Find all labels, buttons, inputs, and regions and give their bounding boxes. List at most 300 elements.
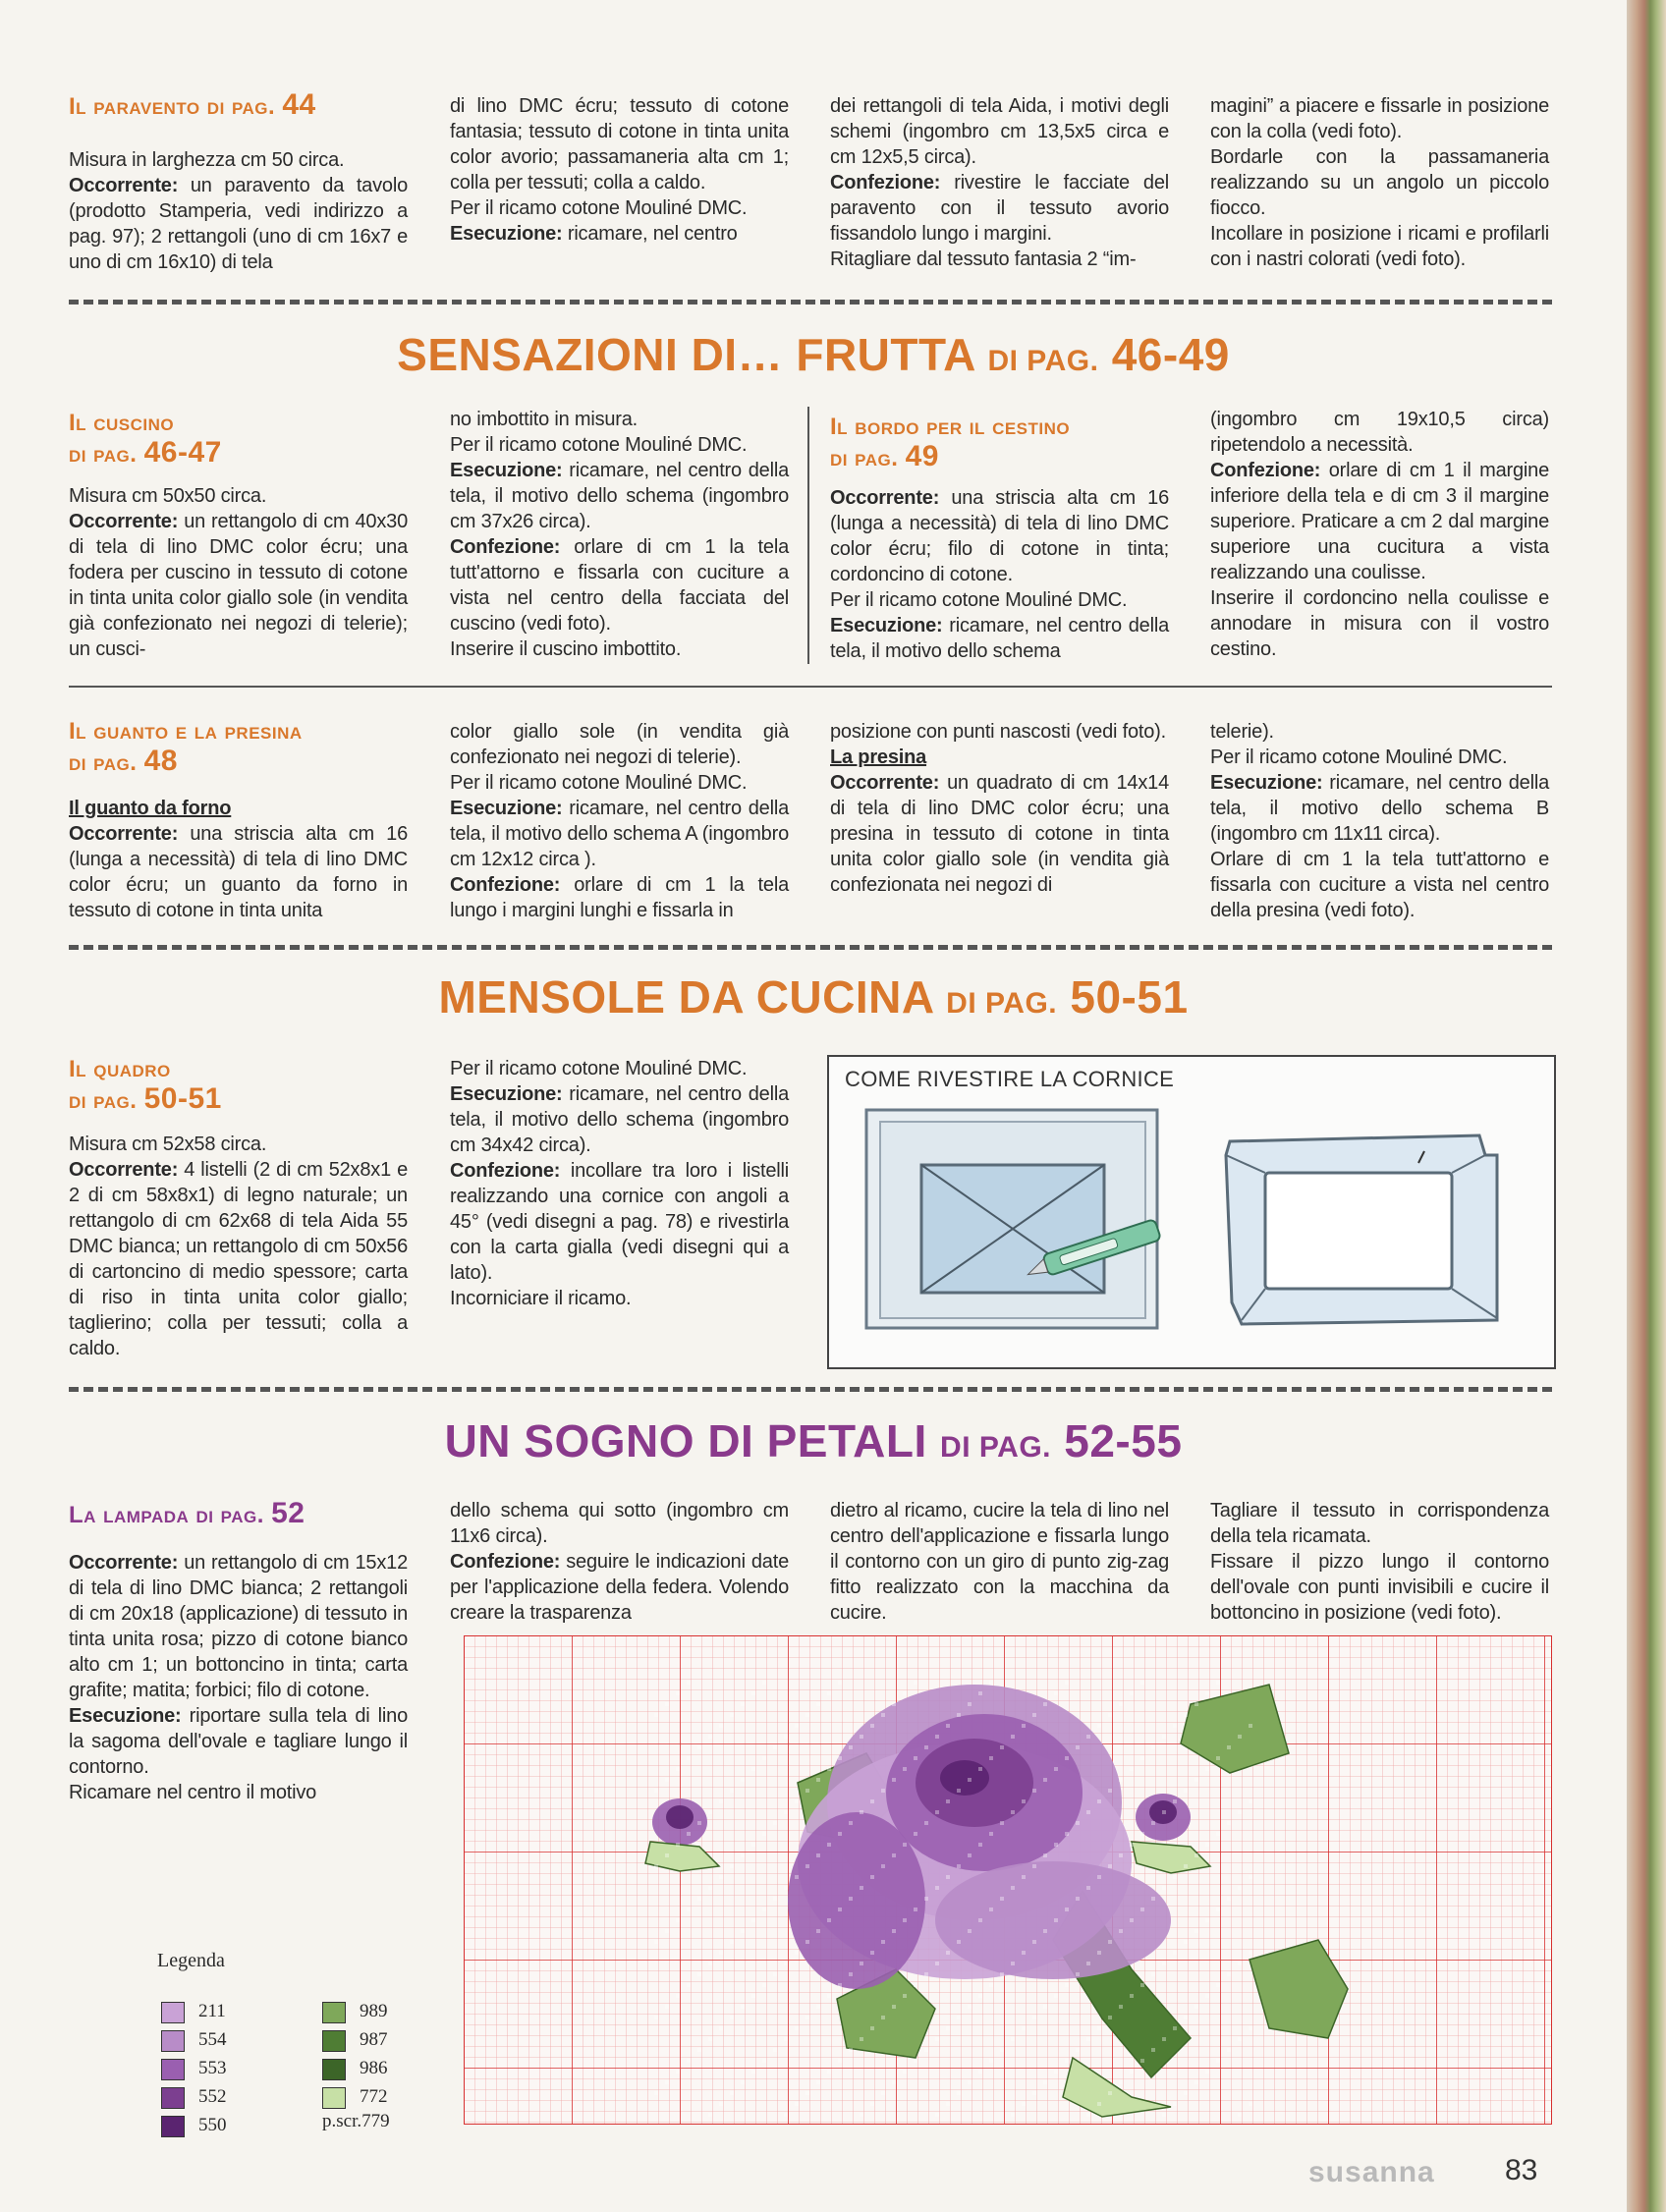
stitch-mark	[1076, 1821, 1080, 1825]
stitch-mark	[946, 1799, 950, 1803]
text-paragraph: 4 listelli (2 di cm 52x8x1 e 2 di cm 58x8x1) di legno naturale; un rettangolo di cm 62x68 di tela Aida 55 DMC bianca; un rettangolo di cm 50x56 di cartoncino di medio spessore; carta di riso in tinta unita color giallo; taglierino; colla per tessuti; colla a caldo.	[69, 1159, 408, 1359]
stitch-mark	[1000, 1897, 1004, 1901]
section-title-pages: 46-49	[1111, 329, 1230, 380]
stitch-mark	[805, 1940, 809, 1944]
legend-item	[322, 2058, 388, 2081]
stitch-mark	[751, 1691, 755, 1695]
stitch-mark	[1162, 2037, 1166, 2041]
stitch-mark	[676, 2070, 680, 2074]
stitch-mark	[676, 1767, 680, 1771]
stitch-mark	[1140, 1756, 1144, 1760]
stitch-mark	[805, 2016, 809, 2019]
stitch-mark	[1097, 2102, 1101, 2106]
label-esecuzione: Esecuzione:	[450, 798, 563, 819]
label-confezione: Confezione:	[450, 1551, 561, 1573]
stitch-mark	[935, 1735, 939, 1739]
stitch-mark	[805, 1864, 809, 1868]
legend-code: 986	[360, 2058, 388, 2078]
diagram-title: COME RIVESTIRE LA CORNICE	[845, 1067, 1175, 1091]
stitch-mark	[687, 1756, 691, 1760]
stitch-mark	[1119, 1778, 1123, 1782]
label-esecuzione: Esecuzione:	[1210, 772, 1323, 794]
text-paragraph: Per il ricamo cotone Mouliné DMC.	[450, 772, 748, 794]
stitch-mark	[1022, 1875, 1026, 1879]
section-title-small: DI PAG.	[946, 987, 1058, 1020]
stitch-mark	[1184, 2091, 1188, 2095]
legend-code: 987	[360, 2029, 388, 2050]
stitch-mark	[1227, 1972, 1231, 1976]
text-paragraph: ricamare, nel centro della tela, il motivo dello schema (ingombro cm 37x26 circa).	[450, 460, 789, 532]
stitch-mark	[1000, 1745, 1004, 1749]
stitch-mark	[1032, 1940, 1036, 1944]
stitch-mark	[1194, 2080, 1198, 2084]
stitch-mark	[1032, 1864, 1036, 1868]
stitch-mark	[697, 1745, 701, 1749]
stitch-mark	[805, 2091, 809, 2095]
paravento-title	[69, 90, 316, 122]
stitch-mark	[751, 1767, 755, 1771]
stitch-mark	[1184, 1789, 1188, 1793]
section-title-pages: 52-55	[1064, 1415, 1183, 1466]
stitch-mark	[708, 1962, 712, 1965]
stitch-mark	[730, 1940, 734, 1944]
text-paragraph: (ingombro cm 19x10,5 circa) ripetendolo a necessità.	[1210, 409, 1549, 456]
presina-subheading: La presina	[830, 747, 927, 768]
legend-swatch	[161, 2087, 185, 2109]
text-paragraph: Misura cm 52x58 circa.	[69, 1134, 267, 1155]
petali-section-title	[0, 1414, 1627, 1467]
stitch-mark	[989, 1756, 993, 1760]
stitch-mark	[795, 2102, 799, 2106]
stitch-mark	[924, 1972, 928, 1976]
stitch-mark	[924, 2048, 928, 2052]
stitch-mark	[1194, 1929, 1198, 1933]
lampada-col4	[1210, 1498, 1549, 1626]
stitch-mark	[1162, 1810, 1166, 1814]
stitch-mark	[1097, 1799, 1101, 1803]
stitch-mark	[687, 1832, 691, 1836]
covered-frame-opening	[1265, 1173, 1452, 1289]
cuscino-title-line1: Il cuscino	[69, 410, 175, 436]
legend-item	[322, 2029, 388, 2053]
text-paragraph: telerie).	[1210, 721, 1274, 743]
lampada-title-lead: La lampada di pag.	[69, 1502, 264, 1528]
section-divider	[69, 1387, 1552, 1392]
stitch-mark	[1065, 1983, 1069, 1987]
legend-extra-code: p.scr.779	[322, 2111, 390, 2131]
stitch-mark	[1011, 2113, 1015, 2117]
stitch-mark	[892, 2005, 896, 2009]
stitch-mark	[903, 2070, 907, 2074]
text-paragraph: ricamare, nel centro della tela, il motivo dello schema B (ingombro cm 11x11 circa).	[1210, 772, 1549, 845]
stitch-mark	[1162, 1886, 1166, 1890]
text-paragraph: ricamare, nel centro della tela, il motivo dello schema	[830, 615, 1169, 662]
paravento-title-lead: Il paravento di pag.	[69, 93, 276, 120]
stitch-mark	[773, 2048, 777, 2052]
stitch-mark	[957, 1864, 961, 1868]
stitch-mark	[957, 2016, 961, 2019]
stitch-mark	[1054, 1994, 1058, 1998]
stitch-mark	[1011, 1810, 1015, 1814]
stitch-mark	[1216, 1983, 1220, 1987]
stitch-mark	[1119, 2080, 1123, 2084]
text-paragraph: ricamare, nel centro della tela, il motivo dello schema A (ingombro cm 12x12 circa ).	[450, 798, 789, 870]
lampada-col3	[830, 1498, 1169, 1626]
stitch-mark	[816, 1778, 820, 1782]
stitch-mark	[838, 1983, 842, 1987]
stitch-mark	[989, 1983, 993, 1987]
stitch-mark	[827, 1691, 831, 1695]
stitch-mark	[773, 1972, 777, 1976]
stitch-mark	[1151, 1821, 1155, 1825]
magazine-brand: susanna	[1308, 2156, 1435, 2188]
legend-swatch	[161, 2116, 185, 2137]
stitch-mark	[719, 1799, 723, 1803]
text-paragraph: Per il ricamo cotone Mouliné DMC.	[830, 589, 1128, 611]
stitch-mark	[816, 2080, 820, 2084]
stitch-mark	[741, 1853, 745, 1857]
bordo-title-line1: Il bordo per il cestino	[830, 414, 1071, 440]
stitch-mark	[708, 2113, 712, 2117]
stitch-mark	[784, 1962, 788, 1965]
stitch-mark	[978, 1691, 982, 1695]
stitch-mark	[1205, 1843, 1209, 1847]
label-confezione: Confezione:	[450, 874, 561, 896]
stitch-mark	[741, 1702, 745, 1706]
text-paragraph: incollare tra loro i listelli realizzando una cornice con angoli a 45° (vedi disegni a pag. 78) e rivestirla con la carta gialla (vedi disegni qui a lato).	[450, 1160, 789, 1284]
stitch-mark	[1227, 1897, 1231, 1901]
legend-code: 772	[360, 2086, 388, 2107]
stitch-mark	[978, 1843, 982, 1847]
stitch-mark	[1011, 2037, 1015, 2041]
stitch-mark	[676, 1994, 680, 1998]
stitch-mark	[665, 2005, 669, 2009]
stitch-mark	[1119, 1702, 1123, 1706]
stitch-mark	[1194, 1778, 1198, 1782]
stitch-mark	[1238, 2037, 1242, 2041]
stitch-mark	[978, 1918, 982, 1922]
stitch-mark	[1130, 1918, 1134, 1922]
stitch-mark	[1216, 2059, 1220, 2063]
stitch-mark	[838, 1908, 842, 1911]
stitch-mark	[870, 1724, 874, 1728]
legend-code: 989	[360, 2001, 388, 2021]
rose-petal	[935, 1861, 1171, 1979]
section-title-small: DI PAG.	[987, 345, 1099, 377]
stitch-mark	[1108, 2091, 1112, 2095]
stitch-mark	[1238, 1810, 1242, 1814]
stitch-mark	[654, 1864, 658, 1868]
stitch-mark	[751, 1994, 755, 1998]
stitch-mark	[870, 1799, 874, 1803]
stitch-mark	[762, 1832, 766, 1836]
stitch-mark	[978, 1767, 982, 1771]
stitch-mark	[914, 2059, 917, 2063]
stitch-mark	[1097, 1724, 1101, 1728]
stitch-mark	[1249, 1799, 1252, 1803]
stitch-mark	[924, 1821, 928, 1825]
rose-center	[940, 1760, 989, 1796]
cuscino-col2	[450, 407, 789, 662]
guanto-col2	[450, 719, 789, 923]
stitch-mark	[1238, 1962, 1242, 1965]
stitch-mark	[676, 1691, 680, 1695]
quadro-title-line2: di pag.	[69, 1087, 138, 1114]
legend-title: Legenda	[157, 1950, 225, 1971]
stitch-mark	[1216, 1681, 1220, 1685]
text-paragraph: Per il ricamo cotone Mouliné DMC.	[1210, 747, 1508, 768]
stitch-mark	[957, 1940, 961, 1944]
lampada-title-page: 52	[271, 1497, 305, 1529]
stitch-mark	[1130, 1691, 1134, 1695]
stitch-mark	[719, 2026, 723, 2030]
stitch-mark	[1227, 1821, 1231, 1825]
stitch-mark	[1054, 1843, 1058, 1847]
paravento-title-page: 44	[282, 88, 316, 121]
section-rule	[69, 686, 1552, 688]
stitch-mark	[719, 1724, 723, 1728]
paravento-col1	[69, 147, 408, 275]
stitch-mark	[1173, 2026, 1177, 2030]
stitch-mark	[697, 1821, 701, 1825]
stitch-mark	[654, 2016, 658, 2019]
stitch-mark	[1043, 1778, 1047, 1782]
stitch-mark	[968, 1702, 972, 1706]
stitch-mark	[1140, 1681, 1144, 1685]
guanto-title-line2: di pag.	[69, 749, 138, 776]
stitch-mark	[946, 1875, 950, 1879]
stitch-mark	[1011, 1735, 1015, 1739]
stitch-mark	[1249, 1875, 1252, 1879]
stitch-mark	[1011, 1962, 1015, 1965]
stitch-mark	[1151, 2048, 1155, 2052]
text-paragraph: un rettangolo di cm 15x12 di tela di lino DMC bianca; 2 rettangoli di cm 20x18 (applicazione) di tessuto in tinta unita rosa; pizzo di cotone bianco alto cm 1; un bottoncino in tinta; carta grafite; matita; forbici; filo di cotone.	[69, 1552, 408, 1701]
text-paragraph: un paravento da tavolo (prodotto Stamperia, vedi indirizzo a pag. 97); 2 rettangoli (uno di cm 16x7 e uno di cm 16x10) di tela	[69, 175, 408, 273]
stitch-mark	[1022, 1724, 1026, 1728]
cuscino-title-page: 46-47	[143, 436, 222, 469]
stitch-mark	[860, 2037, 863, 2041]
legend-swatch	[322, 2002, 346, 2023]
label-occorrente: Occorrente:	[69, 1552, 179, 1574]
stitch-mark	[860, 1810, 863, 1814]
stitch-mark	[1108, 1940, 1112, 1944]
stitch-mark	[719, 1951, 723, 1955]
stitch-mark	[1108, 1864, 1112, 1868]
stitch-mark	[751, 1843, 755, 1847]
stitch-mark	[1054, 1691, 1058, 1695]
stitch-mark	[1173, 1724, 1177, 1728]
stitch-mark	[697, 1897, 701, 1901]
stitch-mark	[860, 1735, 863, 1739]
stitch-mark	[1216, 1756, 1220, 1760]
bordo-title	[830, 413, 1070, 473]
stitch-mark	[1032, 1713, 1036, 1717]
stitch-mark	[968, 2080, 972, 2084]
stitch-mark	[816, 1929, 820, 1933]
section-title-pages: 50-51	[1070, 971, 1189, 1023]
stitch-mark	[687, 2059, 691, 2063]
stitch-mark	[1054, 1767, 1058, 1771]
text-paragraph: Ricamare nel centro il motivo	[69, 1782, 317, 1803]
page-number: 83	[1505, 2154, 1538, 2186]
stitch-mark	[914, 1908, 917, 1911]
text-paragraph: Bordarle con la passamaneria realizzando su un angolo un piccolo fiocco.	[1210, 146, 1549, 219]
stitch-mark	[795, 1875, 799, 1879]
stitch-mark	[762, 2059, 766, 2063]
text-paragraph: orlare di cm 1 la tela tutt'attorno e fissarla con cuciture a vista nel centro della facciata del cuscino (vedi foto).	[450, 536, 789, 635]
stitch-mark	[1076, 1897, 1080, 1901]
stitch-mark	[914, 1756, 917, 1760]
stitch-mark	[860, 1962, 863, 1965]
stitch-mark	[1216, 1832, 1220, 1836]
label-occorrente: Occorrente:	[69, 823, 179, 845]
legend-code: 554	[198, 2029, 227, 2050]
stitch-mark	[762, 1983, 766, 1987]
stitch-mark	[1065, 2059, 1069, 2063]
guanto-title	[69, 717, 303, 778]
text-paragraph: seguire le indicazioni date per l'applicazione della federa. Volendo creare la trasparenza	[450, 1551, 789, 1624]
stitch-mark	[762, 1756, 766, 1760]
text-paragraph: no imbottito in misura.	[450, 409, 639, 430]
stitch-mark	[892, 1778, 896, 1782]
stitch-mark	[1065, 1756, 1069, 1760]
stitch-mark	[1184, 1940, 1188, 1944]
stitch-mark	[654, 1940, 658, 1944]
stitch-mark	[1249, 2026, 1252, 2030]
stitch-mark	[784, 1735, 788, 1739]
stitch-mark	[989, 1832, 993, 1836]
stitch-mark	[773, 1821, 777, 1825]
stitch-mark	[1043, 1853, 1047, 1857]
frutta-section-title	[0, 328, 1627, 381]
stitch-mark	[1194, 2005, 1198, 2009]
stitch-mark	[870, 1951, 874, 1955]
paravento-col3	[830, 93, 1169, 272]
stitch-mark	[773, 1745, 777, 1749]
stitch-mark	[870, 2102, 874, 2106]
text-paragraph: Misura cm 50x50 circa.	[69, 485, 267, 507]
stitch-mark	[849, 2048, 853, 2052]
label-confezione: Confezione:	[450, 1160, 561, 1182]
text-paragraph: Inserire il cuscino imbottito.	[450, 638, 682, 660]
text-paragraph: Incorniciare il ricamo.	[450, 1288, 632, 1309]
stitch-mark	[816, 2005, 820, 2009]
stitch-mark	[1238, 2113, 1242, 2117]
stitch-mark	[741, 1778, 745, 1782]
stitch-mark	[1151, 1745, 1155, 1749]
stitch-mark	[719, 2102, 723, 2106]
stitch-mark	[795, 1951, 799, 1955]
stitch-mark	[795, 2026, 799, 2030]
stitch-mark	[838, 1756, 842, 1760]
stitch-mark	[773, 1897, 777, 1901]
stitch-mark	[924, 1897, 928, 1901]
label-esecuzione: Esecuzione:	[69, 1705, 182, 1727]
frame-covering-diagram	[827, 1055, 1556, 1369]
section-title-main: SENSAZIONI DI… FRUTTA	[397, 329, 975, 380]
text-paragraph: orlare di cm 1 la tela lungo i margini lunghi e fissarla in	[450, 874, 789, 921]
stitch-mark	[935, 1810, 939, 1814]
stitch-mark	[1086, 2037, 1090, 2041]
legend-item	[161, 2086, 227, 2110]
quadro-title	[69, 1055, 222, 1116]
stitch-mark	[708, 2037, 712, 2041]
section-title-main: MENSOLE DA CUCINA	[438, 971, 933, 1023]
stitch-mark	[978, 1994, 982, 1998]
stitch-mark	[1000, 1972, 1004, 1976]
text-paragraph: Misura in larghezza cm 50 circa.	[69, 149, 345, 171]
section-title-small: DI PAG.	[940, 1431, 1051, 1464]
stitch-mark	[827, 2070, 831, 2074]
stitch-mark	[665, 1853, 669, 1857]
stitch-mark	[1065, 1908, 1069, 1911]
stitch-mark	[1249, 1951, 1252, 1955]
stitch-mark	[784, 2037, 788, 2041]
stitch-mark	[1032, 2091, 1036, 2095]
label-confezione: Confezione:	[1210, 460, 1321, 481]
stitch-mark	[751, 2070, 755, 2074]
stitch-mark	[1043, 2080, 1047, 2084]
bordo-title-line2: di pag.	[830, 445, 899, 471]
stitch-mark	[1108, 1789, 1112, 1793]
stitch-mark	[903, 1767, 907, 1771]
stitch-mark	[1184, 1864, 1188, 1868]
label-occorrente: Occorrente:	[69, 175, 179, 196]
stitch-mark	[730, 2016, 734, 2019]
stitch-mark	[827, 1994, 831, 1998]
stitch-mark	[1119, 1929, 1123, 1933]
stitch-mark	[1119, 2005, 1123, 2009]
legend-code: 553	[198, 2058, 227, 2078]
stitch-mark	[1173, 1799, 1177, 1803]
legend-item	[161, 2115, 227, 2138]
text-paragraph: posizione con punti nascosti (vedi foto).	[830, 721, 1166, 743]
stitch-mark	[935, 1962, 939, 1965]
stitch-mark	[762, 1681, 766, 1685]
section-divider	[69, 300, 1552, 304]
stitch-mark	[838, 1832, 842, 1836]
stitch-mark	[881, 2016, 885, 2019]
adjacent-page-edge	[1627, 0, 1666, 2212]
stitch-mark	[1032, 1789, 1036, 1793]
stitch-mark	[849, 1897, 853, 1901]
stitch-mark	[1184, 1713, 1188, 1717]
stitch-mark	[881, 2091, 885, 2095]
stitch-mark	[1238, 1886, 1242, 1890]
text-paragraph: ricamare, nel centro	[562, 223, 738, 245]
stitch-mark	[805, 1789, 809, 1793]
stitch-mark	[665, 1929, 669, 1933]
legend-item	[322, 2001, 388, 2024]
stitch-mark	[870, 2026, 874, 2030]
stitch-mark	[903, 1994, 907, 1998]
stitch-mark	[968, 1853, 972, 1857]
label-confezione: Confezione:	[450, 536, 561, 558]
stitch-mark	[1130, 1767, 1134, 1771]
stitch-mark	[730, 1864, 734, 1868]
stitch-mark	[697, 1972, 701, 1976]
stitch-mark	[1173, 1951, 1177, 1955]
label-occorrente: Occorrente:	[830, 772, 940, 794]
stitch-mark	[1097, 1951, 1101, 1955]
text-paragraph: Per il ricamo cotone Mouliné DMC.	[450, 197, 748, 219]
stitch-mark	[849, 1972, 853, 1976]
stitch-mark	[784, 1886, 788, 1890]
text-paragraph: Per il ricamo cotone Mouliné DMC.	[450, 1058, 748, 1079]
stitch-mark	[978, 2070, 982, 2074]
stitch-mark	[741, 1929, 745, 1933]
guanto-col1	[69, 796, 408, 923]
